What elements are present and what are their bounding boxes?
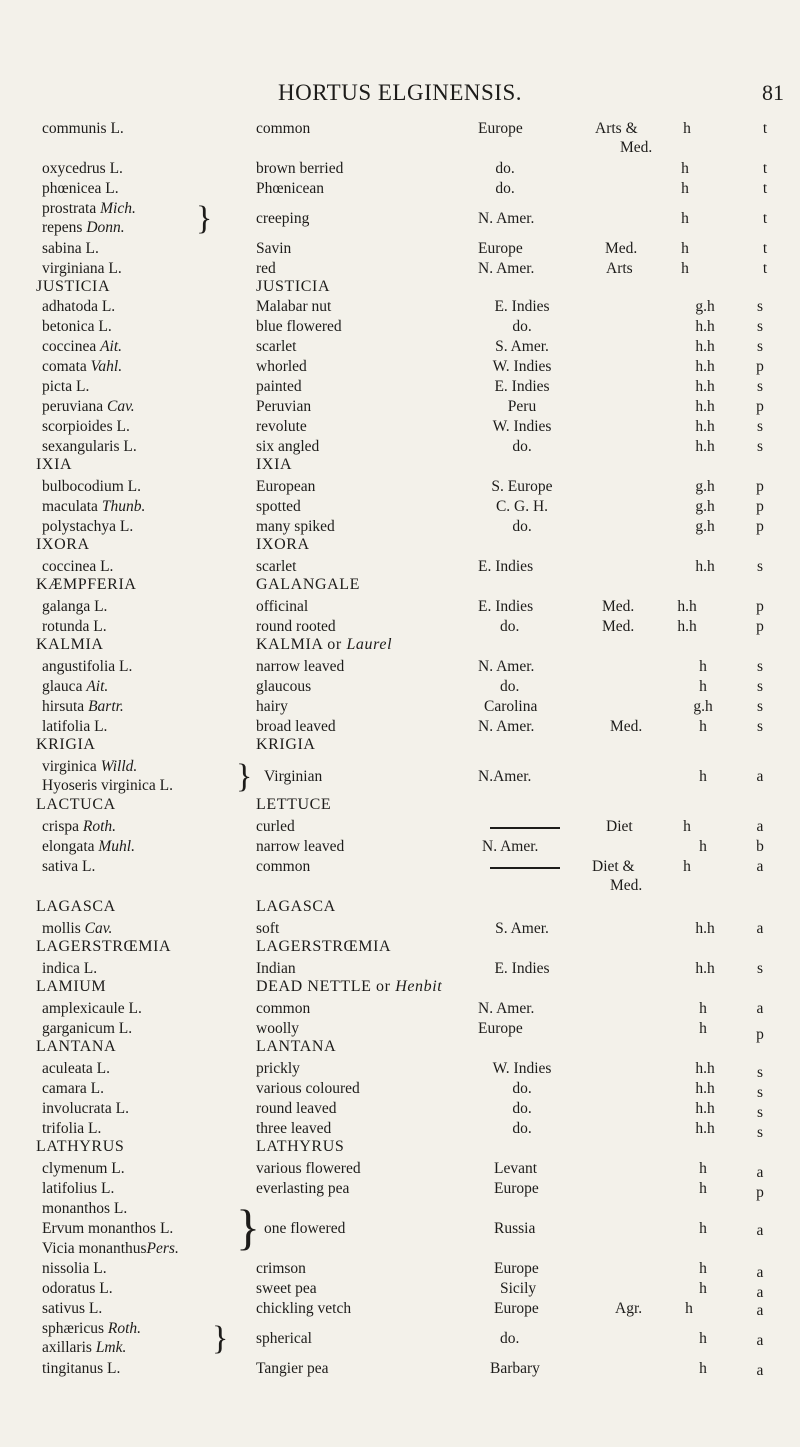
table-row: communis L. common Europe Arts & Med. h t — [42, 120, 768, 156]
table-row: polystachya L. many spiked do. g.h p — [42, 518, 764, 535]
table-row: sativus L. chickling vetch Europe Agr. h a — [42, 1300, 764, 1319]
genus-heading: LANTANA LANTANA — [36, 1038, 337, 1055]
table-row: sphæricus Roth. axillaris Lmk. } spherical do. h a — [42, 1320, 764, 1357]
table-row: crispa Roth. curled Diet h a — [42, 818, 764, 835]
genus-heading: IXIA IXIA — [36, 456, 293, 473]
ditto-dash — [490, 827, 560, 829]
genus-heading: KALMIA KALMIA or Laurel — [36, 636, 393, 653]
table-row: camara L. various coloured do. h.h s — [42, 1080, 764, 1101]
table-row: virginiana L. red N. Amer. Arts h t — [42, 260, 768, 277]
table-row: indica L. Indian E. Indies h.h s — [42, 960, 764, 977]
table-row: tingitanus L. Tangier pea Barbary h a — [42, 1360, 764, 1379]
table-row: prostrata Mich. repens Donn. } creeping N. Amer. h t — [42, 200, 768, 237]
page-header — [0, 80, 800, 106]
genus-heading: LATHYRUS LATHYRUS — [36, 1138, 345, 1155]
ditto-dash — [490, 867, 560, 869]
genus-heading: LAGASCA LAGASCA — [36, 898, 336, 915]
table-row: aculeata L. prickly W. Indies h.h s — [42, 1060, 764, 1081]
table-row: coccinea Ait. scarlet S. Amer. h.h s — [42, 338, 764, 355]
table-row: involucrata L. round leaved do. h.h s — [42, 1100, 764, 1121]
table-row: sativa L. common Diet & Med. h a — [42, 858, 764, 894]
table-row: amplexicaule L. common N. Amer. h a — [42, 1000, 764, 1017]
table-row: trifolia L. three leaved do. h.h s — [42, 1120, 764, 1141]
genus-heading: JUSTICIA JUSTICIA — [36, 278, 331, 295]
table-row: comata Vahl. whorled W. Indies h.h p — [42, 358, 764, 375]
table-row: latifolius L. everlasting pea Europe h p — [42, 1180, 764, 1201]
table-row: scorpioides L. revolute W. Indies h.h s — [42, 418, 764, 435]
brace: } — [236, 758, 253, 795]
genus-heading: LAMIUM DEAD NETTLE or Henbit — [36, 978, 443, 995]
table-row: maculata Thunb. spotted C. G. H. g.h p — [42, 498, 764, 515]
table-row: glauca Ait. glaucous do. h s — [42, 678, 764, 695]
table-row: galanga L. officinal E. Indies Med. h.h p — [42, 598, 764, 615]
table-row: odoratus L. sweet pea Sicily h a — [42, 1280, 764, 1301]
table-row: picta L. painted E. Indies h.h s — [42, 378, 764, 395]
table-row: peruviana Cav. Peruvian Peru h.h p — [42, 398, 764, 415]
table-row: nissolia L. crimson Europe h a — [42, 1260, 764, 1281]
brace: } — [236, 1199, 260, 1255]
table-row: oxycedrus L. brown berried do. h t — [42, 160, 768, 177]
running-title: HORTUS ELGINENSIS. — [277, 80, 522, 105]
genus-heading: LACTUCA LETTUCE — [36, 796, 332, 813]
page-number: 81 — [762, 80, 784, 105]
table-row: coccinea L. scarlet E. Indies h.h s — [42, 558, 764, 575]
genus-heading: KRIGIA KRIGIA — [36, 736, 316, 753]
table-row: clymenum L. various flowered Levant h a — [42, 1160, 764, 1181]
table-row: betonica L. blue flowered do. h.h s — [42, 318, 764, 335]
table-row: bulbocodium L. European S. Europe g.h p — [42, 478, 764, 495]
table-row: monanthos L. Ervum monanthos L. Vicia monanthusPers. } one flowered Russia h a — [42, 1199, 764, 1257]
genus-heading: LAGERSTRŒMIA LAGERSTRŒMIA — [36, 938, 392, 955]
brace: } — [212, 1320, 229, 1357]
table-row: adhatoda L. Malabar nut E. Indies g.h s — [42, 298, 764, 315]
table-row: mollis Cav. soft S. Amer. h.h a — [42, 920, 764, 937]
brace: } — [196, 200, 213, 237]
table-row: hirsuta Bartr. hairy Carolina g.h s — [42, 698, 764, 715]
genus-heading: IXORA IXORA — [36, 536, 310, 553]
table-row: rotunda L. round rooted do. Med. h.h p — [42, 618, 764, 635]
table-row: sabina L. Savin Europe Med. h t — [42, 240, 768, 257]
genus-heading: KÆMPFERIA GALANGALE — [36, 576, 361, 593]
table-row: garganicum L. woolly Europe h p — [42, 1020, 764, 1043]
table-row: sexangularis L. six angled do. h.h s — [42, 438, 764, 455]
table-row: angustifolia L. narrow leaved N. Amer. h s — [42, 658, 764, 675]
table-row: virginica Willd. Hyoseris virginica L. } Virginian N.Amer. h a — [42, 758, 764, 795]
table-row: phœnicea L. Phœnicean do. h t — [42, 180, 768, 197]
table-row: elongata Muhl. narrow leaved N. Amer. h b — [42, 838, 764, 855]
table-row: latifolia L. broad leaved N. Amer. Med. h s — [42, 718, 764, 735]
